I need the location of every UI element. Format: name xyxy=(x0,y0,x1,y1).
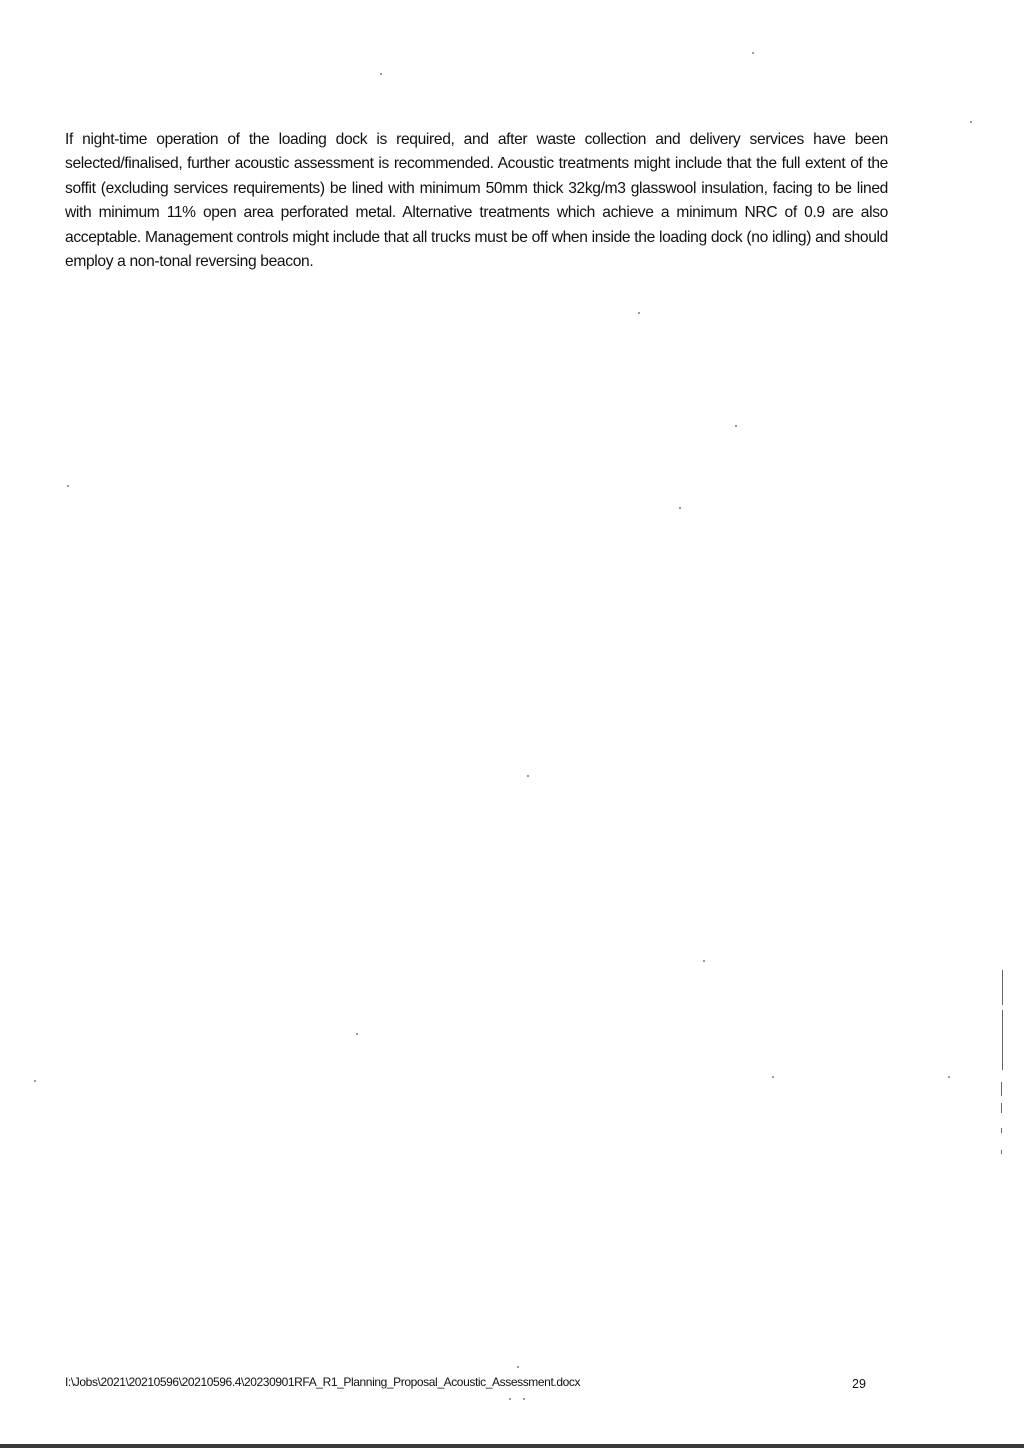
footer-file-path: I:\Jobs\2021\20210596\20210596.4\20230901RFA_R1_Planning_Proposal_Acoustic_Assessment.docx xyxy=(65,1375,581,1389)
scan-edge-mark xyxy=(1002,970,1003,1005)
scan-speck xyxy=(948,1076,950,1078)
scan-speck xyxy=(356,1033,358,1035)
scan-speck xyxy=(772,1076,774,1078)
body-paragraph: If night-time operation of the loading dock is required, and after waste collection and delivery services have been selected/finalised, further acoustic assessment is recommended. Acoustic treatments might include that the full extent of the soffit (excluding services requirements) be lined with minimum 50mm thick 32kg/m3 glasswool insulation, facing to be lined with minimum 11% open area perforated metal. Alternative treatments which achieve a minimum NRC of 0.9 are also acceptable. Management controls might include that all trucks must be off when inside the loading dock (no idling) and should employ a non-tonal reversing beacon. xyxy=(65,131,888,271)
scan-speck xyxy=(735,425,737,427)
scan-edge-mark xyxy=(1001,1128,1002,1133)
scan-speck xyxy=(517,1366,519,1368)
scan-edge-mark xyxy=(1002,1010,1003,1070)
scan-speck xyxy=(67,485,69,487)
scan-speck xyxy=(34,1080,36,1082)
scan-speck xyxy=(752,52,754,54)
scan-edge-mark xyxy=(1001,1150,1002,1154)
scan-speck xyxy=(638,312,640,314)
scan-speck xyxy=(527,775,529,777)
scan-speck xyxy=(679,507,681,509)
scan-speck xyxy=(509,1398,511,1400)
scan-bottom-border xyxy=(0,1444,1024,1448)
scan-edge-mark xyxy=(1001,1082,1002,1096)
scan-speck xyxy=(523,1398,525,1400)
scan-speck xyxy=(380,73,382,75)
scan-speck xyxy=(703,960,705,962)
scan-speck xyxy=(970,121,972,123)
scan-edge-mark xyxy=(1001,1103,1002,1113)
page-number: 29 xyxy=(852,1377,866,1391)
